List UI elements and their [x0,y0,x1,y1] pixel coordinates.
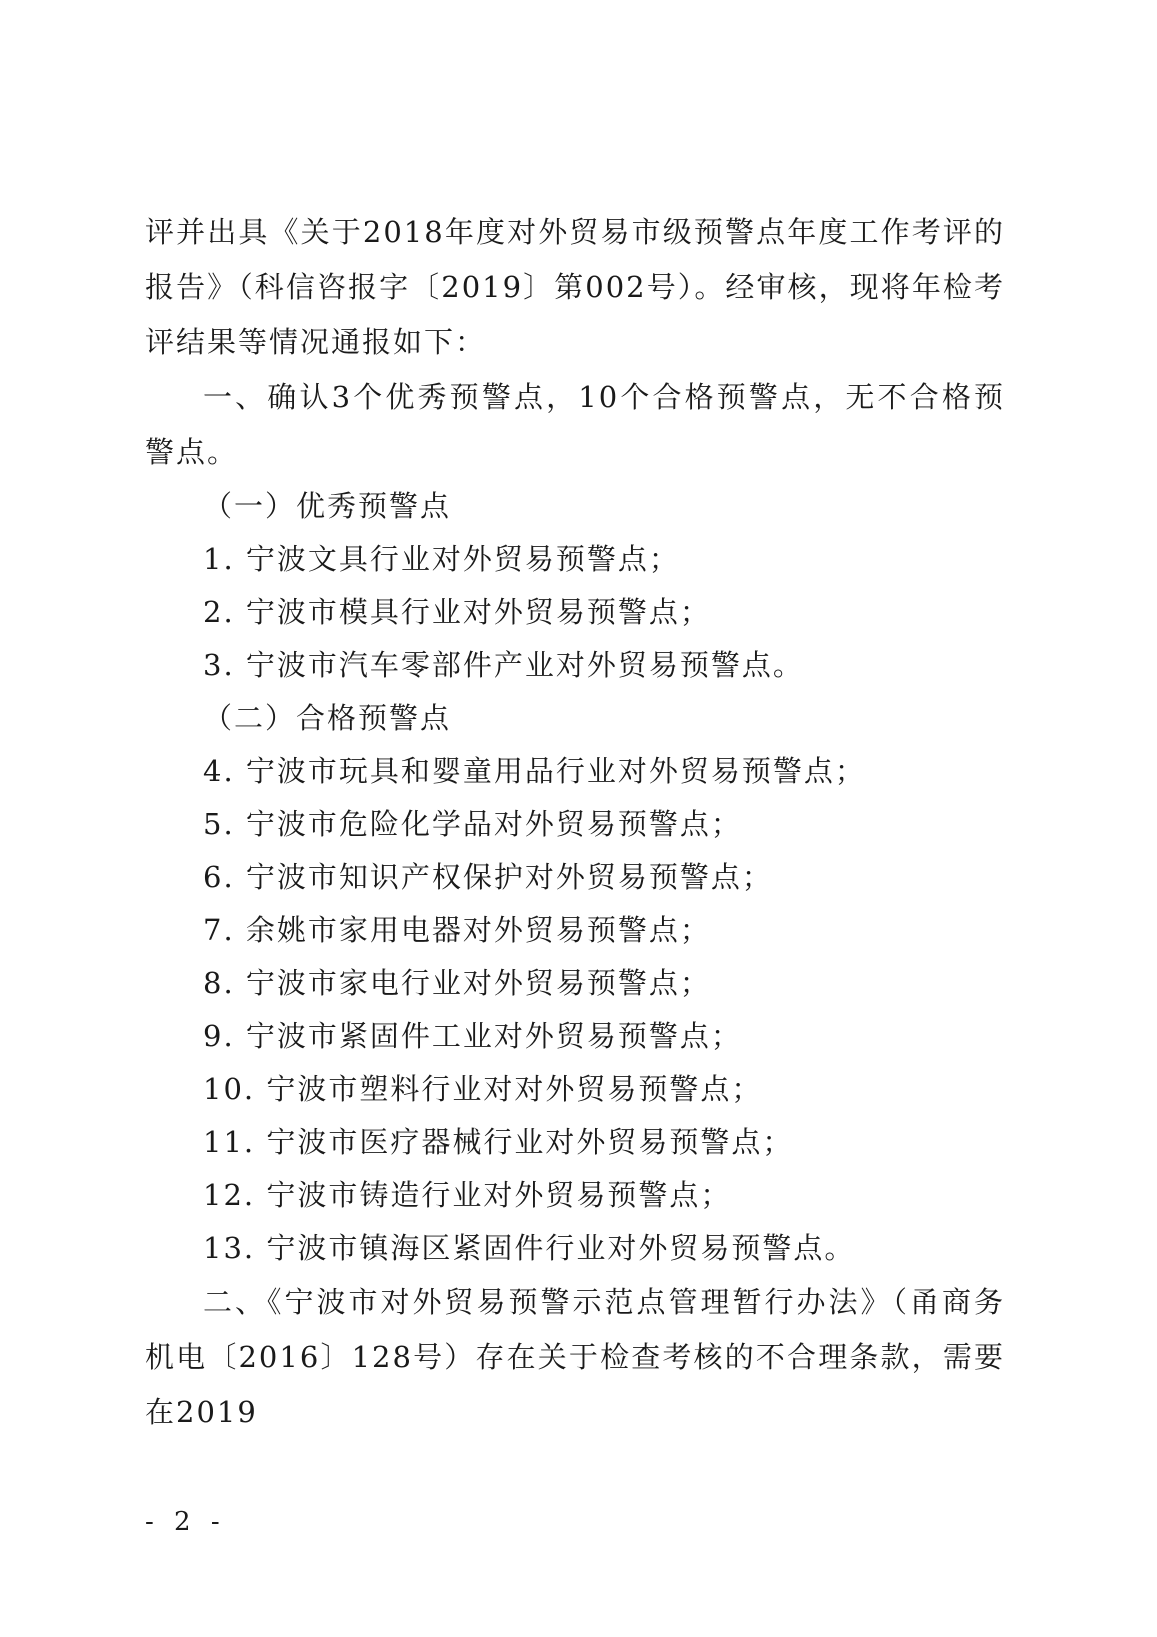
point-one-paragraph: 一、确认3个优秀预警点，10个合格预警点，无不合格预警点。 [145,380,1005,469]
document-body [145,205,1005,1440]
list-item: 3. 宁波市汽车零部件产业对外贸易预警点。 [203,648,804,682]
list-item: 4. 宁波市玩具和婴童用品行业对外贸易预警点； [203,754,866,788]
list-item: 7. 余姚市家用电器对外贸易预警点； [203,913,711,947]
list-item: 8. 宁波市家电行业对外贸易预警点； [203,966,711,1000]
list-item: 13. 宁波市镇海区紧固件行业对外贸易预警点。 [203,1231,856,1265]
list-item: 9. 宁波市紧固件工业对外贸易预警点； [203,1019,742,1053]
list-item: 1. 宁波文具行业对外贸易预警点； [203,542,680,576]
list-item: 6. 宁波市知识产权保护对外贸易预警点； [203,860,773,894]
point-two-paragraph: 二、《宁波市对外贸易预警示范点管理暂行办法》（甬商务机电〔2016〕128号）存在关于检查考核的不合理条款，需要在2019 [145,1285,1005,1429]
excellent-heading: （一）优秀预警点 [203,489,452,523]
list-item: 12. 宁波市铸造行业对外贸易预警点； [203,1178,732,1212]
list-item: 10. 宁波市塑料行业对对外贸易预警点； [203,1072,763,1106]
page-number: - 2 - [145,1507,226,1537]
list-item: 11. 宁波市医疗器械行业对外贸易预警点； [203,1125,794,1159]
list-item: 2. 宁波市模具行业对外贸易预警点； [203,595,711,629]
intro-paragraph: 评并出具《关于2018年度对外贸易市级预警点年度工作考评的报告》（科信咨报字〔2019〕第002号）。经审核，现将年检考评结果等情况通报如下： [145,215,1005,359]
list-item: 5. 宁波市危险化学品对外贸易预警点； [203,807,742,841]
qualified-heading: （二）合格预警点 [203,701,452,735]
